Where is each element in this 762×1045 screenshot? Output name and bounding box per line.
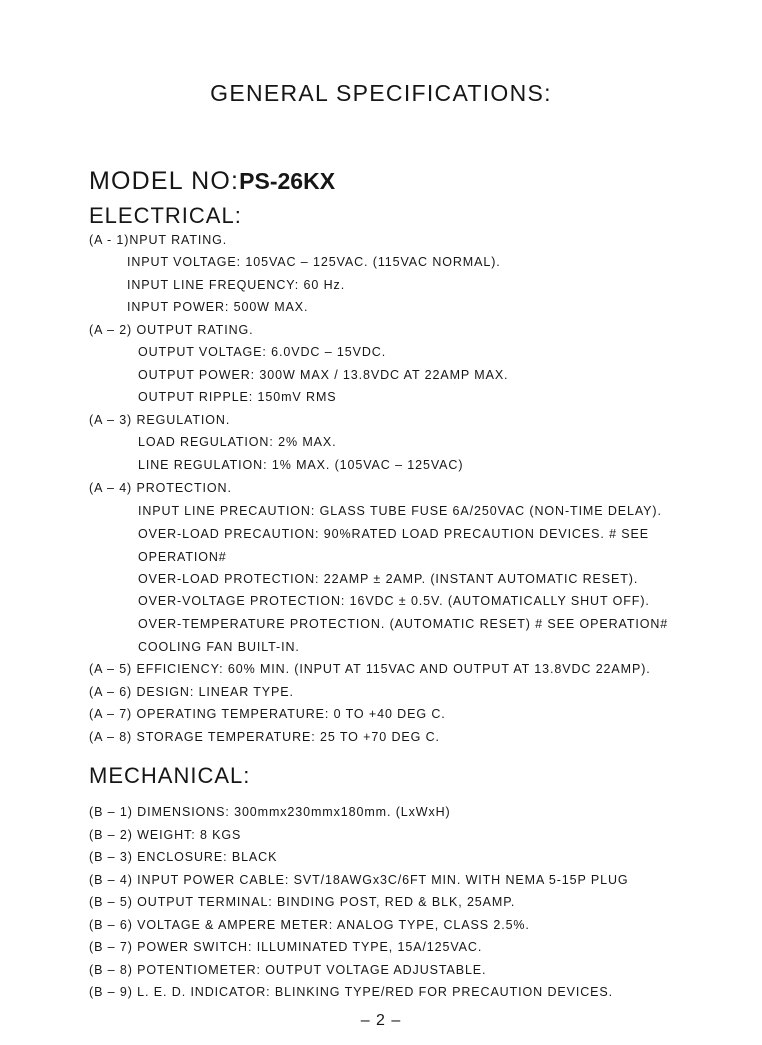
page-number: – 2 – bbox=[360, 1012, 402, 1029]
model-id: PS-26KX bbox=[239, 168, 336, 194]
spec-line: OVER-LOAD PRECAUTION: 90%RATED LOAD PRECAUTION DEVICES. # SEE bbox=[138, 527, 650, 541]
spec-line: (B – 8) POTENTIOMETER: OUTPUT VOLTAGE ADJUSTABLE. bbox=[89, 963, 487, 977]
spec-line: (B – 4) INPUT POWER CABLE: SVT/18AWGx3C/6FT MIN. WITH NEMA 5-15P PLUG bbox=[89, 873, 629, 887]
spec-line: (A - 1)NPUT RATING. bbox=[89, 233, 228, 247]
spec-line: OVER-VOLTAGE PROTECTION: 16VDC ± 0.5V. (AUTOMATICALLY SHUT OFF). bbox=[138, 594, 650, 608]
spec-line: (B – 9) L. E. D. INDICATOR: BLINKING TYPE/RED FOR PRECAUTION DEVICES. bbox=[89, 985, 613, 999]
spec-line: (B – 7) POWER SWITCH: ILLUMINATED TYPE, 15A/125VAC. bbox=[89, 940, 483, 954]
spec-line: OUTPUT RIPPLE: 150mV RMS bbox=[138, 390, 337, 404]
spec-line: (A – 7) OPERATING TEMPERATURE: 0 TO +40 DEG C. bbox=[89, 707, 446, 721]
spec-line: INPUT LINE PRECAUTION: GLASS TUBE FUSE 6A/250VAC (NON-TIME DELAY). bbox=[138, 504, 662, 518]
spec-line: (A – 5) EFFICIENCY: 60% MIN. (INPUT AT 115VAC AND OUTPUT AT 13.8VDC 22AMP). bbox=[89, 662, 651, 676]
spec-line: INPUT VOLTAGE: 105VAC – 125VAC. (115VAC NORMAL). bbox=[127, 255, 501, 269]
spec-line: (B – 3) ENCLOSURE: BLACK bbox=[89, 850, 278, 864]
spec-line: (B – 6) VOLTAGE & AMPERE METER: ANALOG TYPE, CLASS 2.5%. bbox=[89, 918, 530, 932]
page-heading: GENERAL SPECIFICATIONS: bbox=[210, 80, 552, 106]
spec-line: OUTPUT POWER: 300W MAX / 13.8VDC AT 22AMP MAX. bbox=[138, 368, 509, 382]
spec-line: (A – 6) DESIGN: LINEAR TYPE. bbox=[89, 685, 294, 699]
model-number bbox=[89, 167, 335, 196]
spec-line: INPUT POWER: 500W MAX. bbox=[127, 300, 309, 314]
spec-line: OVER-TEMPERATURE PROTECTION. (AUTOMATIC RESET) # SEE OPERATION# bbox=[138, 617, 669, 631]
spec-line: (B – 2) WEIGHT: 8 KGS bbox=[89, 828, 242, 842]
spec-line: COOLING FAN BUILT-IN. bbox=[138, 640, 300, 654]
spec-line: (A – 4) PROTECTION. bbox=[89, 481, 232, 495]
spec-line: (B – 5) OUTPUT TERMINAL: BINDING POST, RED & BLK, 25AMP. bbox=[89, 895, 516, 909]
mechanical-title: MECHANICAL: bbox=[89, 763, 251, 788]
spec-line: (A – 8) STORAGE TEMPERATURE: 25 TO +70 DEG C. bbox=[89, 730, 440, 744]
model-label: MODEL NO: bbox=[89, 167, 240, 195]
electrical-title: ELECTRICAL: bbox=[89, 203, 242, 228]
spec-line: OVER-LOAD PROTECTION: 22AMP ± 2AMP. (INSTANT AUTOMATIC RESET). bbox=[138, 572, 639, 586]
spec-line: LOAD REGULATION: 2% MAX. bbox=[138, 435, 337, 449]
spec-line: OPERATION# bbox=[138, 550, 227, 564]
spec-line: (B – 1) DIMENSIONS: 300mmx230mmx180mm. (LxWxH) bbox=[89, 805, 451, 819]
spec-line: (A – 2) OUTPUT RATING. bbox=[89, 323, 254, 337]
spec-line: INPUT LINE FREQUENCY: 60 Hz. bbox=[127, 278, 346, 292]
spec-line: OUTPUT VOLTAGE: 6.0VDC – 15VDC. bbox=[138, 345, 387, 359]
spec-line: LINE REGULATION: 1% MAX. (105VAC – 125VAC) bbox=[138, 458, 464, 472]
spec-line: (A – 3) REGULATION. bbox=[89, 413, 231, 427]
